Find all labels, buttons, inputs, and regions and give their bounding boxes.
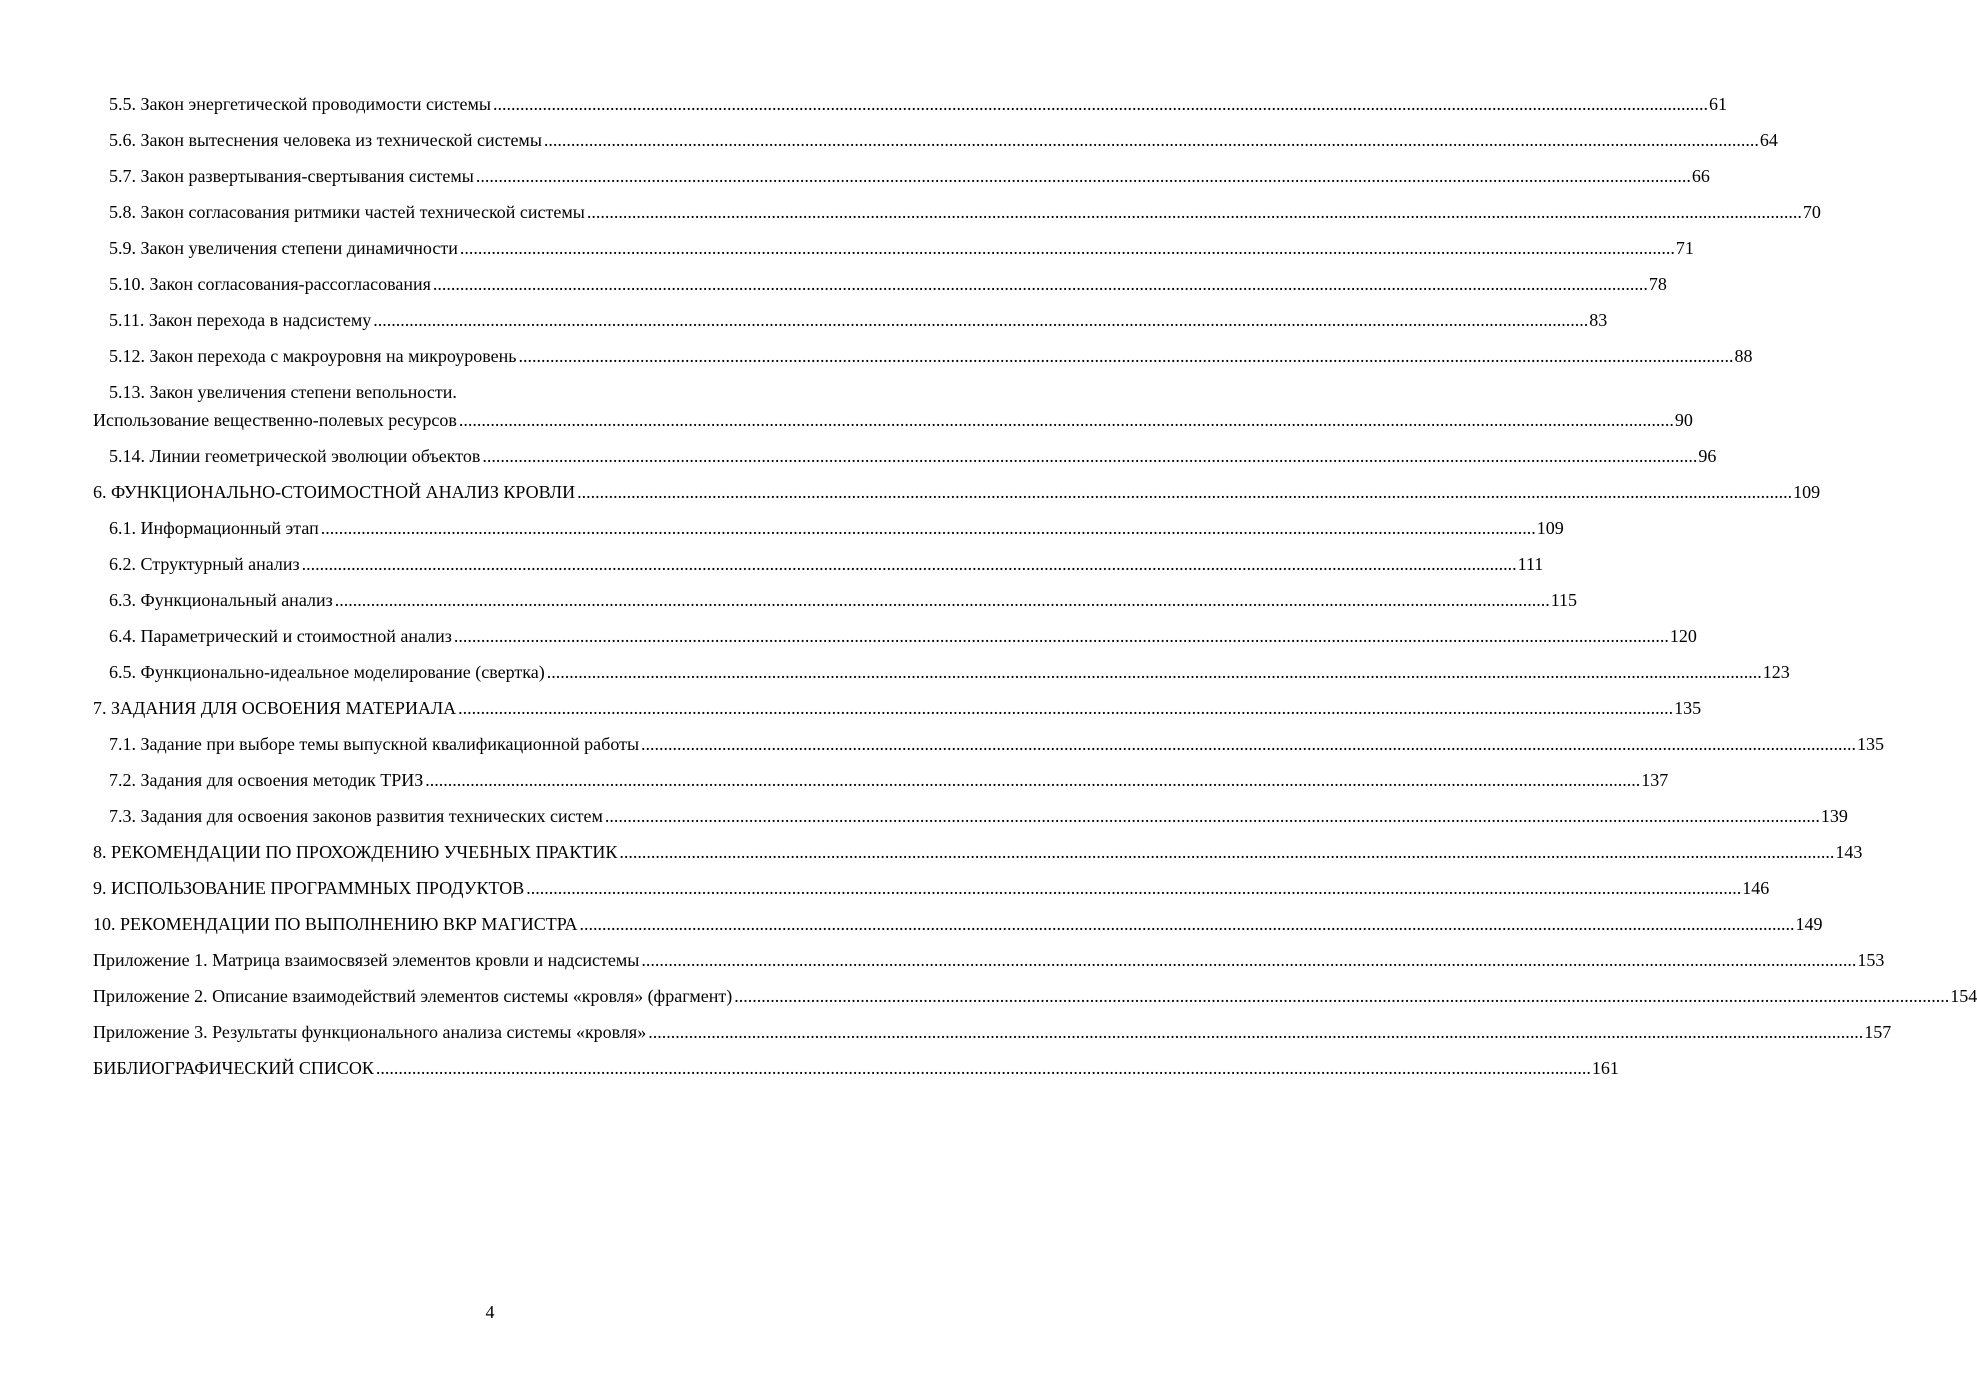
toc-entry-title: 7.2. Задания для освоения методик ТРИЗ bbox=[109, 770, 424, 790]
toc-entry-page: 154 bbox=[1950, 986, 1977, 1006]
toc-entry[interactable] bbox=[93, 92, 1727, 128]
toc-entry[interactable] bbox=[93, 380, 1693, 444]
toc-entry-page: 135 bbox=[1674, 698, 1702, 718]
toc-entry-title: 5.8. Закон согласования ритмики частей технической системы bbox=[109, 202, 585, 222]
toc-leader-dots bbox=[641, 948, 1856, 972]
toc-entry-page: 149 bbox=[1795, 914, 1823, 934]
toc-leader-dots bbox=[433, 272, 1648, 296]
toc-entry-page: 90 bbox=[1674, 410, 1693, 430]
toc-entry-title: 5.10. Закон согласования-рассогласования bbox=[109, 274, 431, 294]
page-number: 4 bbox=[485, 1302, 495, 1322]
toc-entry-page: 61 bbox=[1708, 94, 1727, 114]
toc-entry-title: 5.5. Закон энергетической проводимости системы bbox=[109, 94, 491, 114]
toc-entry-page: 161 bbox=[1591, 1058, 1619, 1078]
toc-leader-dots bbox=[518, 344, 1733, 368]
toc-entry-page: 70 bbox=[1802, 202, 1821, 222]
toc-entry-title: 5.6. Закон вытеснения человека из технической системы bbox=[109, 130, 542, 150]
toc-leader-dots bbox=[544, 128, 1759, 152]
toc-entry-page: 71 bbox=[1675, 238, 1694, 258]
toc-entry[interactable] bbox=[93, 1020, 1892, 1056]
toc-entry-title: Приложение 2. Описание взаимодействий элементов системы «кровля» (фрагмент) bbox=[93, 986, 733, 1006]
toc-leader-dots bbox=[641, 732, 1856, 756]
toc-leader-dots bbox=[482, 444, 1697, 468]
toc-entry-page: 120 bbox=[1669, 626, 1697, 646]
toc-leader-dots bbox=[459, 408, 1674, 432]
toc-entry-title: 6.4. Параметрический и стоимостной анализ bbox=[109, 626, 452, 646]
toc-entry-page: 157 bbox=[1864, 1022, 1892, 1042]
toc-entry-page: 139 bbox=[1820, 806, 1848, 826]
toc-entry-title: 7. ЗАДАНИЯ ДЛЯ ОСВОЕНИЯ МАТЕРИАЛА bbox=[93, 698, 457, 718]
toc-entry[interactable] bbox=[93, 876, 1770, 912]
toc-entry-page: 96 bbox=[1698, 446, 1717, 466]
toc-entry[interactable] bbox=[93, 308, 1608, 344]
toc-entry[interactable] bbox=[93, 696, 1702, 732]
toc-entry[interactable] bbox=[93, 624, 1697, 660]
toc-leader-dots bbox=[321, 516, 1536, 540]
toc-entry-page: 78 bbox=[1648, 274, 1667, 294]
toc-entry-page: 88 bbox=[1734, 346, 1753, 366]
toc-entry-page: 137 bbox=[1641, 770, 1669, 790]
toc-leader-dots bbox=[425, 768, 1640, 792]
toc-leader-dots bbox=[376, 1056, 1591, 1080]
toc-entry[interactable] bbox=[93, 516, 1564, 552]
toc-leader-dots bbox=[648, 1020, 1863, 1044]
toc-entry-title: 6. ФУНКЦИОНАЛЬНО-СТОИМОСТНОЙ АНАЛИЗ КРОВЛИ bbox=[93, 482, 576, 502]
toc-entry[interactable] bbox=[93, 236, 1694, 272]
toc-entry-title: Приложение 3. Результаты функционального анализа системы «кровля» bbox=[93, 1022, 647, 1042]
toc-entry-title: 7.3. Задания для освоения законов развития технических систем bbox=[109, 806, 603, 826]
toc-entry-page: 153 bbox=[1857, 950, 1885, 970]
toc-entry-title: 8. РЕКОМЕНДАЦИИ ПО ПРОХОЖДЕНИЮ УЧЕБНЫХ ПРАКТИК bbox=[93, 842, 618, 862]
toc-entry-title: 6.2. Структурный анализ bbox=[109, 554, 300, 574]
toc-entry-title: 6.1. Информационный этап bbox=[109, 518, 319, 538]
toc-entry-page: 64 bbox=[1759, 130, 1778, 150]
toc-entry[interactable] bbox=[93, 1056, 1619, 1092]
toc-entry-title: 5.14. Линии геометрической эволюции объектов bbox=[109, 446, 481, 466]
toc-entry[interactable] bbox=[93, 128, 1778, 164]
toc-entry-page: 115 bbox=[1550, 590, 1578, 610]
toc-entry-page: 109 bbox=[1793, 482, 1821, 502]
toc-entry[interactable] bbox=[93, 948, 1885, 984]
toc-leader-dots bbox=[493, 92, 1708, 116]
toc-leader-dots bbox=[526, 876, 1741, 900]
toc-entry[interactable] bbox=[93, 164, 1710, 200]
toc-entry-page: 143 bbox=[1835, 842, 1863, 862]
toc-leader-dots bbox=[734, 984, 1949, 1008]
toc-entry[interactable] bbox=[93, 344, 1753, 380]
toc-entry-title: 5.13. Закон увеличения степени вепольности. bbox=[109, 382, 457, 402]
toc-entry[interactable] bbox=[93, 660, 1790, 696]
toc-entry-title: 5.11. Закон перехода в надсистему bbox=[109, 310, 372, 330]
toc-entry[interactable] bbox=[93, 984, 1977, 1020]
toc-entry-page: 111 bbox=[1517, 554, 1544, 574]
toc-leader-dots bbox=[460, 236, 1675, 260]
toc-entry[interactable] bbox=[93, 552, 1544, 588]
toc-leader-dots bbox=[335, 588, 1550, 612]
toc-entry-page: 135 bbox=[1857, 734, 1885, 754]
toc-entry-page: 109 bbox=[1536, 518, 1564, 538]
toc-entry[interactable] bbox=[93, 840, 1863, 876]
toc-leader-dots bbox=[577, 480, 1792, 504]
toc-leader-dots bbox=[579, 912, 1794, 936]
toc-leader-dots bbox=[458, 696, 1673, 720]
toc-entry[interactable] bbox=[93, 804, 1848, 840]
toc-entry[interactable] bbox=[93, 200, 1821, 236]
toc-entry-page: 66 bbox=[1691, 166, 1710, 186]
toc-entry-title: 6.5. Функционально-идеальное моделирование (свертка) bbox=[109, 662, 545, 682]
toc-entry-title: 10. РЕКОМЕНДАЦИИ ПО ВЫПОЛНЕНИЮ ВКР МАГИСТРА bbox=[93, 914, 578, 934]
toc-leader-dots bbox=[587, 200, 1802, 224]
toc-leader-dots bbox=[373, 308, 1588, 332]
toc-leader-dots bbox=[605, 804, 1820, 828]
toc-entry-title: 5.7. Закон развертывания-свертывания системы bbox=[109, 166, 474, 186]
toc-entry[interactable] bbox=[93, 588, 1578, 624]
toc-leader-dots bbox=[302, 552, 1517, 576]
toc-entry[interactable] bbox=[93, 272, 1667, 308]
toc-entry-page: 146 bbox=[1742, 878, 1770, 898]
toc-entry-title-continued: Использование вещественно-полевых ресурсов bbox=[93, 410, 457, 430]
toc-leader-dots bbox=[454, 624, 1669, 648]
toc-entry[interactable] bbox=[93, 912, 1823, 948]
toc-entry[interactable] bbox=[93, 732, 1885, 768]
toc-entry[interactable] bbox=[93, 768, 1669, 804]
toc-entry-title: 6.3. Функциональный анализ bbox=[109, 590, 333, 610]
toc-leader-dots bbox=[619, 840, 1834, 864]
toc-entry-title: 5.9. Закон увеличения степени динамичности bbox=[109, 238, 458, 258]
toc-entry-page: 83 bbox=[1589, 310, 1608, 330]
toc-entry-title: 7.1. Задание при выборе темы выпускной квалификационной работы bbox=[109, 734, 640, 754]
toc-leader-dots bbox=[476, 164, 1691, 188]
toc-entry-page: 123 bbox=[1762, 662, 1790, 682]
toc-entry[interactable] bbox=[93, 480, 1821, 516]
table-of-contents bbox=[93, 92, 1977, 1092]
toc-entry-title: Приложение 1. Матрица взаимосвязей элементов кровли и надсистемы bbox=[93, 950, 640, 970]
toc-entry-title: 9. ИСПОЛЬЗОВАНИЕ ПРОГРАММНЫХ ПРОДУКТОВ bbox=[93, 878, 525, 898]
toc-entry[interactable] bbox=[93, 444, 1717, 480]
toc-entry-title: 5.12. Закон перехода с макроуровня на микроуровень bbox=[109, 346, 517, 366]
toc-leader-dots bbox=[547, 660, 1762, 684]
toc-entry-title: БИБЛИОГРАФИЧЕСКИЙ СПИСОК bbox=[93, 1058, 374, 1078]
